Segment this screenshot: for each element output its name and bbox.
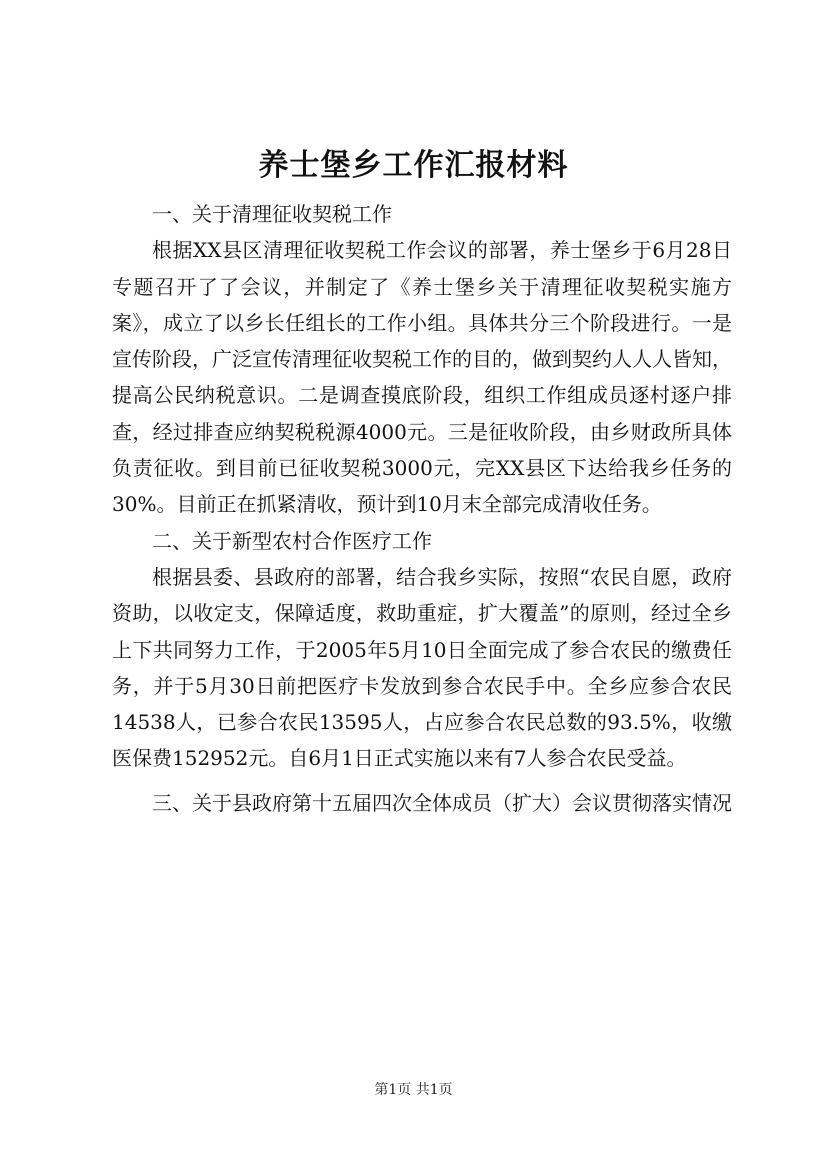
document-title: 养士堡乡工作汇报材料 [258,148,569,183]
section-1-heading: 一、关于清理征收契税工作 [152,202,392,226]
page-footer: 第1页 共1页 [374,1082,453,1098]
section-3-heading: 三、关于县政府第十五届四次全体成员（扩大）会议贯彻落实情况 [152,790,732,815]
section-2-heading: 二、关于新型农村合作医疗工作 [152,528,432,553]
section-1-paragraph: 根据XX县区清理征收契税工作会议的部署，养士堡乡于6月28日专题召开了了会议，并制定了《养士堡乡关于清理征收契税实施方案》，成立了以乡长任组长的工作小组。具体共分三个阶段进行。一是宣传阶段，广泛宣传清理征收契税工作的目的，做到契约人人人皆知，提高公民纳税意识。二是调查摸底阶段，组织工作组成员逐村逐户排查，经过排查应纳契税税源4000元。三是征收阶段，由乡财政所具体负责征收。到目前已征收契税3000元，完XX县区下达给我乡任务的30%。目前正在抓紧清收，预计到10月末全部完成清收任务。 [112,238,732,517]
document-body [112,196,732,821]
section-gap [112,777,732,785]
section-2-paragraph: 根据县委、县政府的部署，结合我乡实际，按照“农民自愿，政府资助，以收定支，保障适度，救助重症，扩大覆盖”的原则，经过全乡上下共同努力工作，于2005年5月10日全面完成了参合农民的缴费任务，并于5月30日前把医疗卡发放到参合农民手中。全乡应参合农民14538人，已参合农民13595人，占应参合农民总数的93.5%，收缴医保费152952元。自6月1日正式实施以来有7人参合农民受益。 [112,564,732,771]
